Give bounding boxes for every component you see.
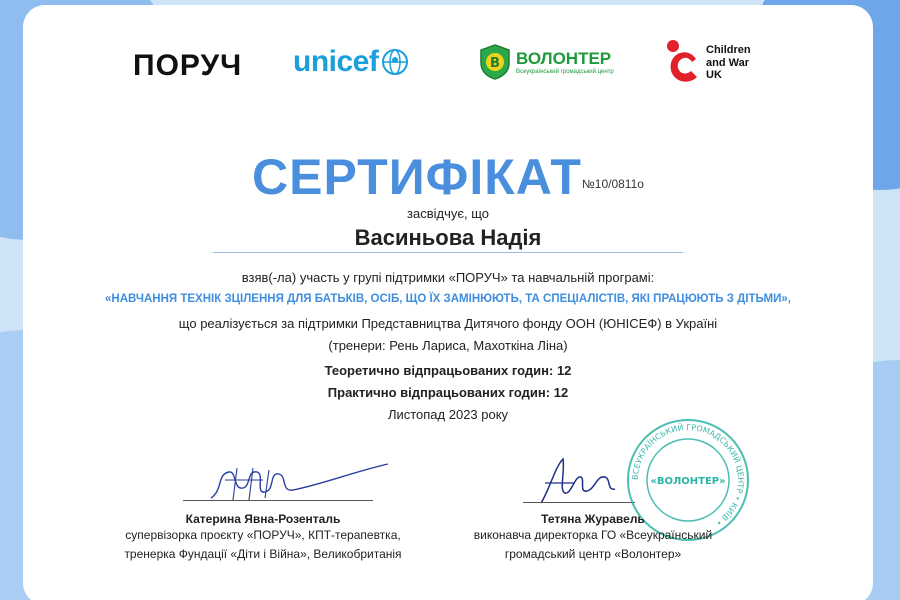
- children-and-war-logo: [660, 39, 751, 87]
- cwuk-logo-line2: and War: [706, 56, 749, 69]
- signatory-1-role-line1: супервізорка проєкту «ПОРУЧ», КПТ-терапевтка,: [125, 528, 401, 542]
- signatory-1-role-line2: тренерка Фундації «Діти і Війна», Великобританія: [124, 546, 402, 561]
- signatory-2-role-line1: виконавча директорка ГО «Всеукраїнський: [473, 528, 713, 542]
- unicef-globe-icon: [380, 47, 410, 77]
- unicef-logo: [293, 45, 410, 79]
- poruch-logo-text: ПОРУЧ: [133, 49, 243, 82]
- volonter-shield-icon: [478, 43, 512, 81]
- certificate-date: Листопад 2023 року: [387, 407, 509, 422]
- signature-1-image: [203, 460, 393, 505]
- participation-text: взяв(-ла) участь у групі підтримки «ПОРУЧ» та навчальній програмі:: [241, 270, 655, 285]
- stamp-ring-text: ВСЕУКРАЇНСЬКИЙ ГРОМАДСЬКИЙ ЦЕНТР • КИЇВ •: [630, 422, 746, 528]
- signature-2-line: [523, 502, 635, 503]
- partner-logos: [23, 39, 873, 99]
- signatory-2: [438, 512, 748, 563]
- certificate-title: СЕРТИФІКАТ: [252, 149, 582, 205]
- signature-1-line: [183, 500, 373, 501]
- children-and-war-c-icon: [660, 39, 702, 87]
- signatory-2-name: Тетяна Журавель: [541, 512, 645, 526]
- signatory-1: [103, 512, 423, 563]
- theory-hours: Теоретично відпрацьованих годин: 12: [324, 363, 572, 378]
- unicef-logo-text: unicef: [293, 45, 379, 78]
- stamp-center-text: «ВОЛОНТЕР»: [650, 476, 726, 487]
- volonter-logo-subtitle: Всеукраїнський громадський центр: [516, 68, 614, 75]
- recipient-name: Васиньова Надія: [354, 225, 542, 250]
- cwuk-logo-line1: Children: [706, 44, 751, 57]
- certificate-number: №10/0811о: [581, 177, 644, 191]
- signatory-2-role-line2: громадський центр «Волонтер»: [504, 546, 682, 561]
- certifies-text: засвідчує, що: [407, 206, 489, 221]
- signature-2-image: [535, 453, 625, 508]
- certificate-card: [23, 5, 873, 600]
- certificate-title-row: [23, 148, 873, 206]
- volonter-logo: [478, 43, 614, 81]
- support-text: що реалізується за підтримки Представництва Дитячого фонду ООН (ЮНІСЕФ) в Україні: [178, 316, 718, 331]
- volonter-logo-name: ВОЛОНТЕР: [516, 48, 612, 68]
- cwuk-logo-line3: UK: [706, 69, 722, 82]
- practice-hours: Практично відпрацьованих годин: 12: [327, 385, 569, 400]
- svg-text:B: B: [490, 56, 500, 71]
- trainers-text: (тренери: Рень Лариса, Махоткіна Ліна): [328, 338, 568, 353]
- program-title: «НАВЧАННЯ ТЕХНІК ЗЦІЛЕННЯ ДЛЯ БАТЬКІВ, ОСІБ, ЩО ЇХ ЗАМІНЮЮТЬ, ТА СПЕЦІАЛІСТІВ, ЯКІ ПРАЦЮЮТЬ З ДІТЬМИ»,: [105, 293, 791, 305]
- poruch-logo: [133, 49, 242, 83]
- signatory-1-name: Катерина Явна-Розенталь: [185, 512, 341, 526]
- recipient-underline: [213, 252, 683, 253]
